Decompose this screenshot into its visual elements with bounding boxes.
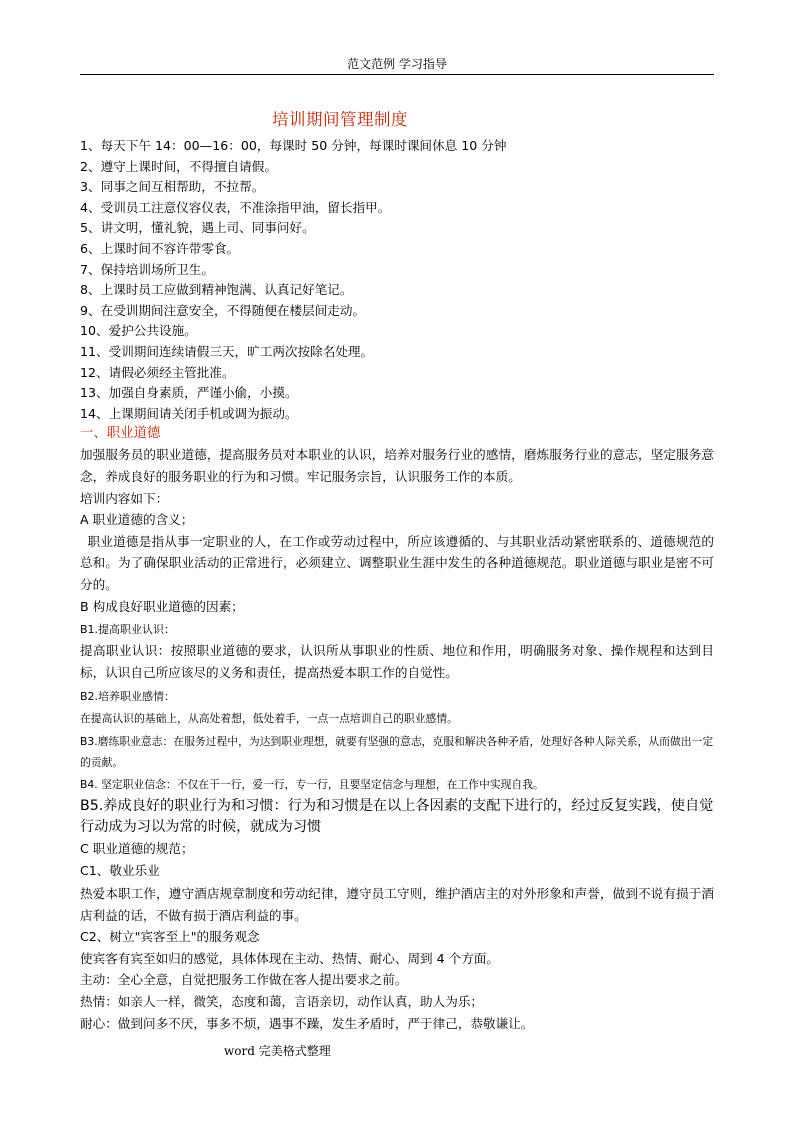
rule-item: 11、受训期间连续请假三天，旷工两次按除名处理。 — [80, 343, 374, 359]
paragraph-b5: B5.养成良好的职业行为和习惯：行为和习惯是在以上各因素的支配下进行的，经过反复实践，使自觉行动成为习以为常的时候，就成为习惯 — [80, 797, 714, 835]
document-body — [80, 136, 714, 1034]
subheading-b2: B2.培养职业感情： — [80, 690, 176, 704]
paragraph-b1: 提高职业认识：按照职业道德的要求，认识所从事职业的性质、地位和作用，明确服务对象、操作规程和达到目标，认识自己所应该尽的义务和责任，提高热爱本职工作的自觉性。 — [80, 643, 714, 680]
rule-item: 8、上课时员工应做到精神饱满、认真记好笔记。 — [80, 282, 353, 298]
rule-item: 2、遵守上课时间，不得擅自请假。 — [80, 158, 277, 174]
rule-item: 14、上课期间请关闭手机或调为振动。 — [80, 405, 298, 421]
rule-item: 5、讲文明，懂礼貌，遇上司、同事问好。 — [80, 220, 315, 236]
page-header: 范文范例 学习指导 — [80, 54, 714, 75]
paragraph-c2-active: 主动：全心全意，自觉把服务工作做在客人提出要求之前。 — [80, 972, 408, 988]
rule-item: 3、同事之间互相帮助，不拉帮。 — [80, 179, 265, 195]
subheading-c: C 职业道德的规范； — [80, 840, 194, 856]
rule-item: 10、爱护公共设施。 — [80, 323, 197, 339]
rule-item: 1、每天下午 14：00—16：00，每课时 50 分钟，每课时课间休息 10 分钟 — [80, 138, 507, 153]
subheading-c1: C1、敬业乐业 — [80, 863, 160, 879]
subheading-a: A 职业道德的含义； — [80, 512, 194, 528]
rule-item: 7、保持培训场所卫生。 — [80, 261, 214, 277]
rule-item: 4、受训员工注意仪容仪表，不准涂指甲油，留长指甲。 — [80, 199, 391, 215]
rules-list — [80, 136, 714, 424]
paragraph-b4: B4. 坚定职业信念：不仅在干一行，爱一行，专一行，且要坚定信念与理想，在工作中实现自我。 — [80, 778, 544, 792]
rule-item: 9、在受训期间注意安全，不得随便在楼层间走动。 — [80, 302, 366, 318]
paragraph-c2-warm: 热情：如亲人一样，微笑，态度和蔼，言语亲切，动作认真，助人为乐； — [80, 994, 483, 1010]
paragraph-c1: 热爱本职工作，遵守酒店规章制度和劳动纪律，遵守员工守则，维护酒店主的对外形象和声誉，做到不说有损于酒店利益的话，不做有损于酒店利益的事。 — [80, 886, 714, 923]
subheading-b1: B1.提高职业认识： — [80, 623, 176, 637]
section-intro: 加强服务员的职业道德，提高服务员对本职业的认识，培养对服务行业的感情，磨炼服务行业的意志，坚定服务意念，养成良好的服务职业的行为和习惯。牢记服务宗旨，认识服务工作的本质。 — [80, 447, 714, 484]
document-title: 培训期间管理制度 — [272, 110, 408, 129]
page-footer: word 完美格式整理 — [224, 1044, 331, 1058]
content-label: 培训内容如下： — [80, 490, 169, 506]
paragraph-b2: 在提高认识的基础上，从高处着想，低处着手，一点一点培训自己的职业感情。 — [80, 712, 458, 726]
subheading-c2: C2、树立"宾客至上"的服务观念 — [80, 929, 260, 945]
paragraph-c2-patient: 耐心：做到问多不厌，事多不烦，遇事不躁，发生矛盾时，严于律己，恭敬谦让。 — [80, 1015, 534, 1031]
paragraph-c2-intro: 使宾客有宾至如归的感觉，具体体现在主动、热情、耐心、周到 4 个方面。 — [80, 950, 500, 966]
section-heading: 一、职业道德 — [80, 426, 161, 442]
rule-item: 13、加强自身素质，严谨小偷，小摸。 — [80, 385, 298, 401]
rule-item: 12、请假必须经主管批准。 — [80, 364, 235, 380]
subheading-b: B 构成良好职业道德的因素； — [80, 599, 244, 615]
paragraph-a: 职业道德是指从事一定职业的人，在工作或劳动过程中，所应该遵循的、与其职业活动紧密联系的、道德规范的总和。为了确保职业活动的正常进行，必须建立、调整职业生涯中发生的各种道德规范。职业道德与职业是密不可分的。 — [80, 533, 714, 592]
rule-item: 6、上课时间不容许带零食。 — [80, 240, 240, 256]
paragraph-b3: B3.磨练职业意志：在服务过程中，为达到职业理想，就要有坚强的意志，克服和解决各种矛盾，处理好各种人际关系，从而做出一定的贡献。 — [80, 734, 714, 770]
